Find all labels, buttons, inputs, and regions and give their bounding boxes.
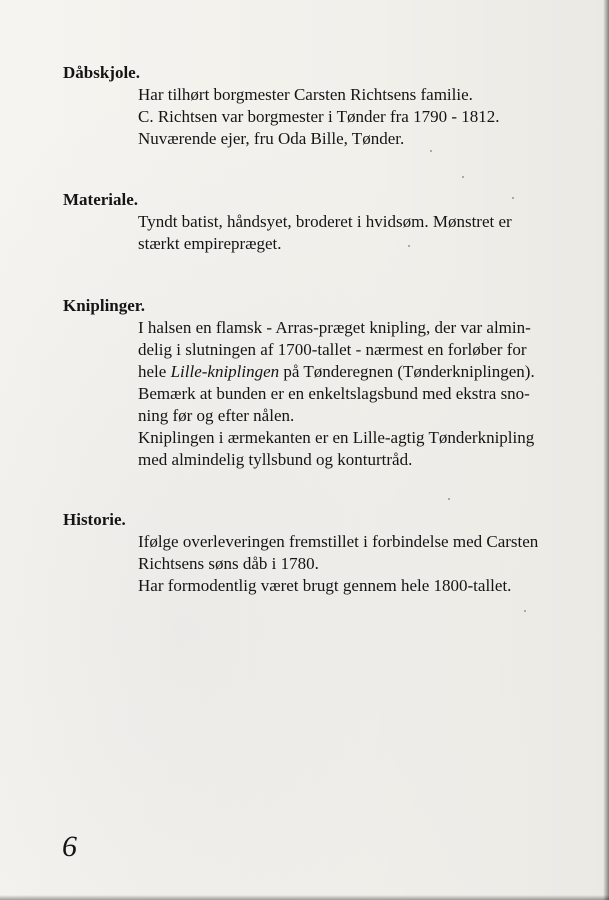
text-fragment: på Tønderegnen (Tønderkniplingen). bbox=[279, 362, 535, 381]
scan-speck bbox=[462, 176, 464, 178]
text-line: stærkt empirepræget. bbox=[138, 234, 282, 253]
text-line: Kniplingen i ærmekanten er en Lille-agtig Tønderknipling bbox=[138, 428, 535, 447]
text-line: delig i slutningen af 1700-tallet - nærmest en forløber for bbox=[138, 340, 527, 359]
page-number: 6 bbox=[62, 830, 77, 863]
section-body bbox=[138, 84, 583, 150]
section-body bbox=[138, 211, 583, 255]
section-kniplinger bbox=[63, 295, 583, 471]
text-line: Nuværende ejer, fru Oda Bille, Tønder. bbox=[138, 129, 405, 148]
section-heading: Historie. bbox=[63, 510, 126, 529]
text-line: ning før og efter nålen. bbox=[138, 406, 295, 425]
section-heading: Kniplinger. bbox=[63, 296, 146, 315]
scan-speck bbox=[524, 610, 526, 612]
text-line: Bemærk at bunden er en enkeltslagsbund med ekstra sno- bbox=[138, 384, 530, 403]
italic-term: Lille-kniplingen bbox=[170, 362, 280, 381]
text-line: Ifølge overleveringen fremstillet i forbindelse med Carsten bbox=[138, 532, 539, 551]
page-edge-shadow bbox=[603, 0, 609, 900]
text-line: Har tilhørt borgmester Carsten Richtsens familie. bbox=[138, 85, 473, 104]
scan-speck bbox=[430, 150, 432, 152]
scan-speck bbox=[512, 197, 514, 199]
section-materiale bbox=[63, 189, 583, 255]
scan-speck bbox=[408, 245, 410, 247]
text-line-with-italic bbox=[138, 361, 583, 383]
text-line: I halsen en flamsk - Arras-præget knipling, der var almin- bbox=[138, 318, 531, 337]
text-line: Har formodentlig været brugt gennem hele 1800-tallet. bbox=[138, 576, 512, 595]
scan-speck bbox=[448, 498, 450, 500]
section-body bbox=[138, 531, 583, 597]
section-heading: Materiale. bbox=[63, 190, 139, 209]
section-historie bbox=[63, 509, 583, 597]
page-edge-shadow bbox=[0, 895, 609, 900]
text-line: Richtsens søns dåb i 1780. bbox=[138, 554, 319, 573]
section-heading: Dåbskjole. bbox=[63, 63, 140, 82]
text-fragment: hele bbox=[138, 362, 171, 381]
text-line: Tyndt batist, håndsyet, broderet i hvidsøm. Mønstret er bbox=[138, 212, 512, 231]
text-line: med almindelig tyllsbund og konturtråd. bbox=[138, 450, 413, 469]
section-dabskjole bbox=[63, 62, 583, 150]
text-line: C. Richtsen var borgmester i Tønder fra 1790 - 1812. bbox=[138, 107, 500, 126]
section-body bbox=[138, 317, 583, 471]
